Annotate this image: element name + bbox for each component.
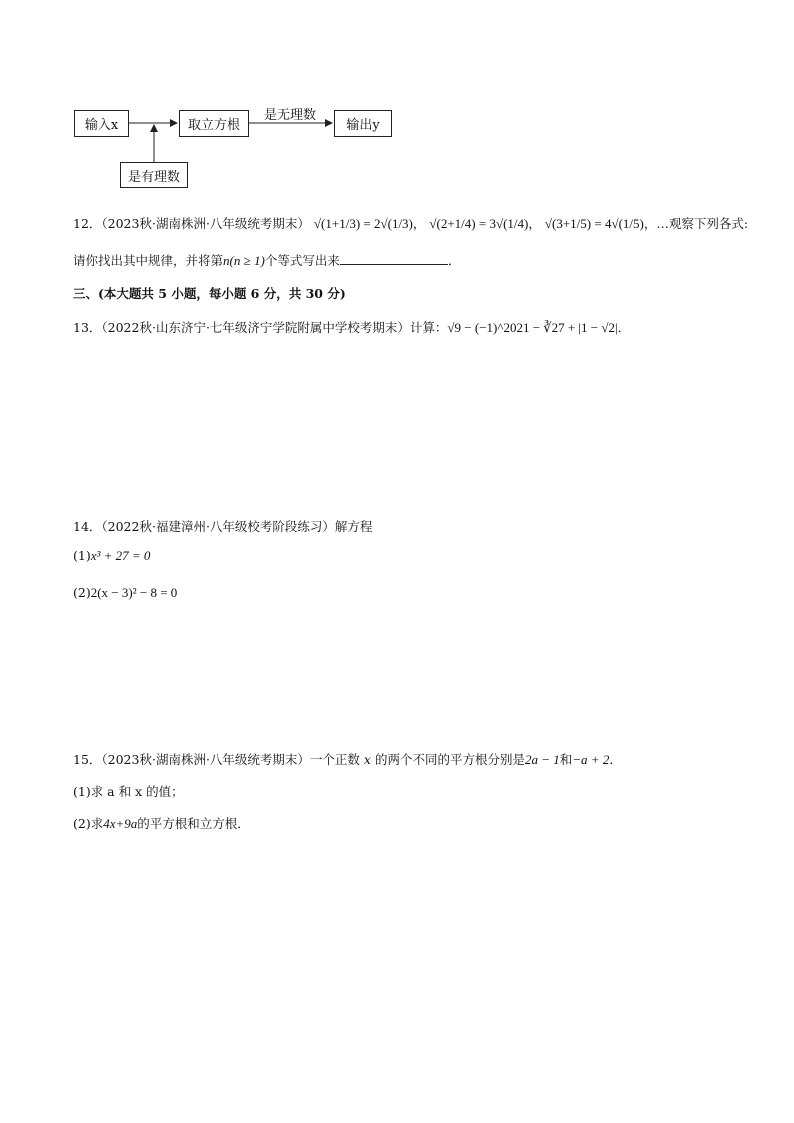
answer-blank[interactable]: [340, 252, 448, 265]
question-number: 14．: [73, 519, 102, 534]
section-3-title: 三、(本大题共 5 小题，每小题 6 分，共 30 分): [73, 286, 346, 301]
question-source: （2022秋·福建漳州·八年级校考阶段练习）解方程: [101, 519, 373, 534]
question-14: [73, 517, 372, 535]
question-source: （2022秋·山东济宁·七年级济宁学院附属中学校考期末）计算：: [101, 320, 448, 335]
n-condition: n(n ≥ 1): [223, 253, 265, 268]
q14-part1: (1)x³ + 27 = 0: [73, 548, 151, 563]
formula-3: √(3+1/5) = 4√(1/5): [544, 216, 644, 231]
flow-input-box: 输入x: [74, 110, 129, 137]
q15-part2: (2)求4x+9a的平方根和立方根．: [73, 816, 250, 831]
flow-rational-box: 是有理数: [120, 162, 188, 188]
formula-2: √(2+1/4) = 3√(1/4): [429, 216, 529, 231]
flow-output-box: 输出y: [334, 110, 392, 137]
root-1: 2a − 1: [524, 752, 560, 767]
flow-cube-root-box: 取立方根: [179, 110, 249, 137]
question-number: 15．: [73, 752, 102, 767]
question-source: （2023秋·湖南株洲·八年级统考期末）: [101, 752, 310, 767]
question-12-line2: 请你找出其中规律，并将第n(n ≥ 1)个等式写出来 ．: [73, 253, 461, 268]
root-2: −a + 2: [572, 752, 610, 767]
formula-1: √(1+1/3) = 2√(1/3): [313, 216, 413, 231]
question-number: 13．: [73, 320, 102, 335]
question-number: 12．: [73, 216, 102, 231]
question-12-line1: 12．（2023秋·湖南株洲·八年级统考期末） √(1+1/3) = 2√(1/3)， √(2+1/4) = 3√(1/4)， √(3+1/5) = 4√(1/5)，…观察下列各式:: [73, 216, 749, 231]
flow-irrational-label: 是无理数: [264, 108, 317, 123]
q15-part1: (1)求 a 和 x 的值；: [73, 784, 184, 799]
question-source: （2023秋·湖南株洲·八年级统考期末）: [101, 216, 310, 231]
q13-expression: √9 − (−1)^2021 − ∛27 + |1 − √2|: [447, 320, 618, 335]
q14-part2: (2)2(x − 3)² − 8 = 0: [73, 585, 178, 600]
q15-expression: 4x+9a: [103, 816, 138, 831]
question-15: 15．（2023秋·湖南株洲·八年级统考期末）一个正数 x 的两个不同的平方根分别是2a − 1和−a + 2．: [73, 752, 622, 767]
question-13: 13．（2022秋·山东济宁·七年级济宁学院附属中学校考期末）计算：√9 − (−1)^2021 − ∛27 + |1 − √2|．: [73, 320, 631, 335]
